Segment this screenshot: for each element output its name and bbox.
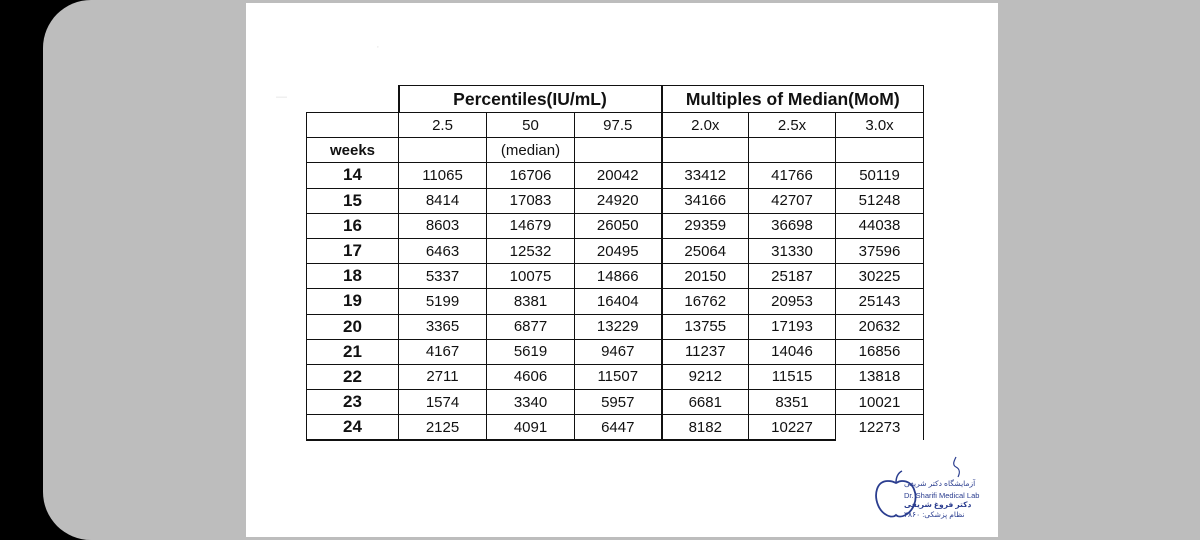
table-row	[307, 188, 924, 213]
value-cell: 12532	[487, 238, 575, 263]
stamp-line-1: آزمایشگاه دکتر شریفی	[904, 479, 976, 488]
value-cell: 25143	[836, 289, 924, 314]
median-label: (median)	[487, 138, 575, 163]
value-cell: 14866	[575, 264, 662, 289]
table-row	[307, 264, 924, 289]
value-cell: 8381	[487, 289, 575, 314]
weeks-label: weeks	[307, 138, 399, 163]
value-cell: 51248	[836, 188, 924, 213]
value-cell: 36698	[749, 213, 836, 238]
value-cell: 11515	[749, 364, 836, 389]
value-cell: 41766	[749, 163, 836, 188]
value-cell: 50119	[836, 163, 924, 188]
value-cell: 10075	[487, 264, 575, 289]
value-cell: 26050	[575, 213, 662, 238]
value-cell: 25187	[749, 264, 836, 289]
value-cell: 4091	[487, 415, 575, 441]
value-cell: 8603	[399, 213, 487, 238]
value-cell: 4167	[399, 339, 487, 364]
table-row	[307, 213, 924, 238]
table-row	[307, 238, 924, 263]
value-cell: 3340	[487, 390, 575, 415]
week-cell: 24	[307, 415, 399, 441]
value-cell: 5337	[399, 264, 487, 289]
mom-header: Multiples of Median(MoM)	[662, 86, 924, 113]
value-cell: 6681	[662, 390, 749, 415]
value-cell: 16706	[487, 163, 575, 188]
hcg-reference-table	[306, 85, 924, 441]
table-row	[307, 289, 924, 314]
value-cell: 42707	[749, 188, 836, 213]
blank-header-cell	[307, 113, 399, 138]
value-cell: 9212	[662, 364, 749, 389]
bleed-through-mark: —	[276, 91, 287, 103]
stamp-line-2: Dr. Sharifi Medical Lab	[904, 491, 980, 500]
value-cell: 5619	[487, 339, 575, 364]
value-cell: 16856	[836, 339, 924, 364]
value-cell: 17083	[487, 188, 575, 213]
value-cell: 20632	[836, 314, 924, 339]
value-cell: 20042	[575, 163, 662, 188]
bleed-through-mark: ·	[376, 41, 380, 53]
value-cell: 3365	[399, 314, 487, 339]
value-cell: 8182	[662, 415, 749, 441]
value-cell: 37596	[836, 238, 924, 263]
week-cell: 21	[307, 339, 399, 364]
week-cell: 16	[307, 213, 399, 238]
value-cell: 14679	[487, 213, 575, 238]
value-cell: 16404	[575, 289, 662, 314]
column-header-row	[307, 113, 924, 138]
blank-cell	[749, 138, 836, 163]
value-cell: 13818	[836, 364, 924, 389]
value-cell: 12273	[836, 415, 924, 441]
value-cell: 33412	[662, 163, 749, 188]
value-cell: 11065	[399, 163, 487, 188]
table-body	[307, 163, 924, 441]
value-cell: 10227	[749, 415, 836, 441]
blank-cell	[575, 138, 662, 163]
table-row	[307, 390, 924, 415]
value-cell: 11237	[662, 339, 749, 364]
value-cell: 13229	[575, 314, 662, 339]
col-header-p97-5: 97.5	[575, 113, 662, 138]
col-header-mom-2: 2.0x	[662, 113, 749, 138]
value-cell: 20495	[575, 238, 662, 263]
value-cell: 29359	[662, 213, 749, 238]
value-cell: 9467	[575, 339, 662, 364]
value-cell: 13755	[662, 314, 749, 339]
value-cell: 31330	[749, 238, 836, 263]
value-cell: 30225	[836, 264, 924, 289]
blank-cell	[662, 138, 749, 163]
table-row	[307, 339, 924, 364]
value-cell: 17193	[749, 314, 836, 339]
value-cell: 24920	[575, 188, 662, 213]
value-cell: 8351	[749, 390, 836, 415]
value-cell: 11507	[575, 364, 662, 389]
subheader-row	[307, 138, 924, 163]
col-header-mom-2-5: 2.5x	[749, 113, 836, 138]
week-cell: 22	[307, 364, 399, 389]
table-row	[307, 415, 924, 441]
blank-cell	[836, 138, 924, 163]
col-header-mom-3: 3.0x	[836, 113, 924, 138]
week-cell: 23	[307, 390, 399, 415]
value-cell: 6463	[399, 238, 487, 263]
week-cell: 18	[307, 264, 399, 289]
value-cell: 8414	[399, 188, 487, 213]
value-cell: 16762	[662, 289, 749, 314]
table-row	[307, 364, 924, 389]
stamp-line-4: نظام پزشکی: ۳۸۶۰	[904, 510, 965, 519]
percentiles-header: Percentiles(IU/mL)	[399, 86, 662, 113]
value-cell: 34166	[662, 188, 749, 213]
value-cell: 25064	[662, 238, 749, 263]
value-cell: 44038	[836, 213, 924, 238]
week-cell: 17	[307, 238, 399, 263]
value-cell: 5957	[575, 390, 662, 415]
week-cell: 14	[307, 163, 399, 188]
value-cell: 6447	[575, 415, 662, 441]
week-cell: 15	[307, 188, 399, 213]
value-cell: 2125	[399, 415, 487, 441]
value-cell: 1574	[399, 390, 487, 415]
week-cell: 20	[307, 314, 399, 339]
corner-cell	[307, 86, 399, 113]
blank-cell	[399, 138, 487, 163]
table-row	[307, 314, 924, 339]
week-cell: 19	[307, 289, 399, 314]
col-header-p2-5: 2.5	[399, 113, 487, 138]
value-cell: 2711	[399, 364, 487, 389]
col-header-p50: 50	[487, 113, 575, 138]
value-cell: 20150	[662, 264, 749, 289]
lab-stamp	[870, 455, 980, 521]
value-cell: 4606	[487, 364, 575, 389]
value-cell: 14046	[749, 339, 836, 364]
table-row	[307, 163, 924, 188]
stamp-line-3: دکتر فروغ شریفی	[904, 500, 972, 509]
value-cell: 10021	[836, 390, 924, 415]
value-cell: 20953	[749, 289, 836, 314]
value-cell: 5199	[399, 289, 487, 314]
value-cell: 6877	[487, 314, 575, 339]
group-header-row	[307, 86, 924, 113]
